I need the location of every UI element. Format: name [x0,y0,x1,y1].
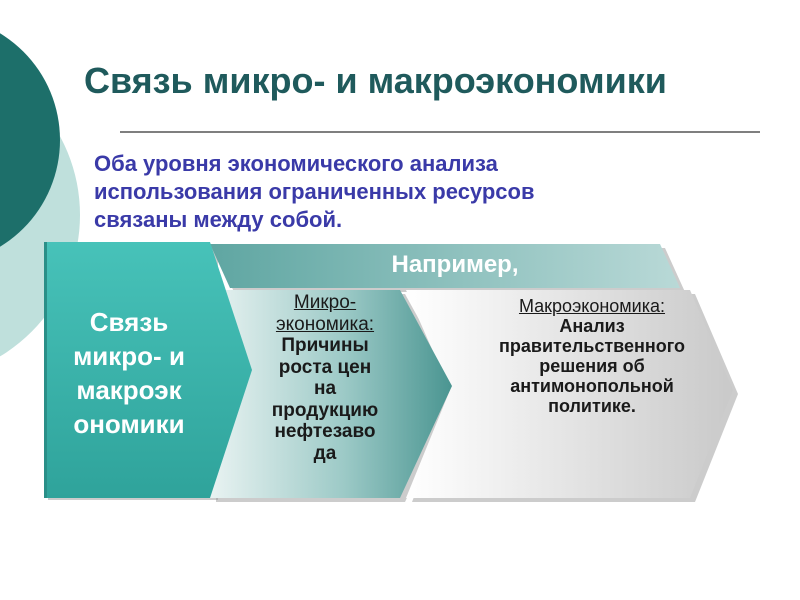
macro-body-line: правительственного [499,336,685,356]
subtitle-line: Оба уровня экономического анализа [94,151,498,176]
micro-heading-line: экономика: [275,313,375,335]
subtitle-line: связаны между собой. [94,207,343,232]
left-box-line: Связь [89,307,169,337]
macro-text [452,296,732,416]
macro-body-line: решения об [539,356,645,376]
subtitle-line: использования ограниченных ресурсов [94,179,535,204]
micro-body-line: продукцию [271,399,379,421]
micro-body-line: Причины [281,335,369,356]
example-header-text: Например, [391,251,519,278]
micro-body-line: да [313,442,337,464]
micro-text [240,292,410,464]
left-box-line: микро- и [73,341,185,371]
page-title: Связь микро- и макроэкономики [84,60,667,101]
left-box-text [46,305,212,441]
macro-body-line: политике. [548,396,636,416]
macro-body-line: Анализ [559,316,625,336]
left-box-line: макроэк [76,375,182,405]
macro-body-line: антимонопольной [510,376,674,396]
macro-heading: Макроэкономика: [518,296,666,316]
micro-heading-line: Микро- [293,292,357,313]
micro-body-line: на [313,378,337,399]
micro-body-line: нефтезаво [274,421,376,442]
left-box-line: ономики [73,409,185,439]
micro-body-line: роста цен [278,356,372,378]
